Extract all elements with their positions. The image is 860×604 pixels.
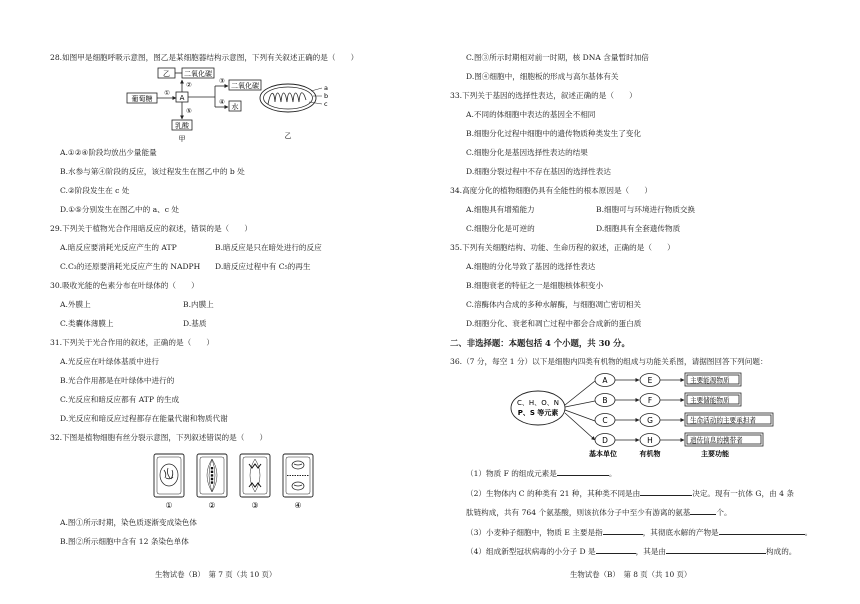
q31-stem: 31.下列关于光合作用的叙述，正确的是（ ） <box>50 338 214 347</box>
q35-option-d: D.细胞分化、衰老和凋亡过程中都会合成新的蛋白质 <box>466 319 642 328</box>
mitosis-label-2: ② <box>208 501 216 510</box>
answer-blank-3[interactable] <box>690 506 716 515</box>
q33-option-c: C.细胞分化是基因选择性表达的结果 <box>466 148 588 157</box>
q30-stem: 30.吸收光能的色素分布在叶绿体的（ ） <box>50 281 199 290</box>
fig-n4: ④ <box>219 98 225 106</box>
function-3: 生命活动的主要承担者 <box>690 416 756 425</box>
caption-basic-unit: 基本单位 <box>589 450 617 458</box>
organic-f: F <box>647 396 653 405</box>
unit-c: C <box>602 416 608 425</box>
right-page-footer: 生物试卷（B） 第 8 页（共 10 页） <box>570 570 692 579</box>
q29-stem: 29.下列关于植物光合作用暗反应的叙述，错误的是（ ） <box>50 224 252 233</box>
answer-blank-4[interactable] <box>603 526 643 535</box>
answer-blank-1[interactable] <box>557 467 609 476</box>
q28-option-d: D.①⑤分别发生在图乙中的 a、c 处 <box>60 205 179 214</box>
fig-a: A <box>179 94 185 102</box>
q35-stem: 35.下列有关细胞结构、功能、生命历程的叙述，正确的是（ ） <box>450 243 675 252</box>
organic-g: G <box>647 416 653 425</box>
q31-option-d: D.光反应和暗反应过程都存在能量代谢和物质代谢 <box>60 414 228 423</box>
fig-n1: ① <box>164 89 170 97</box>
q31-option-b: B.光合作用都是在叶绿体中进行的 <box>60 376 175 385</box>
function-2: 主要储能物质 <box>690 396 730 405</box>
q33-option-d: D.细胞分裂过程中不存在基因的选择性表达 <box>466 167 611 176</box>
q32-option-c: C.图③所示时期相对前一时期，核 DNA 含量暂时加倍 <box>466 53 649 62</box>
organic-molecules-diagram <box>510 370 800 460</box>
organic-e: E <box>647 376 653 385</box>
function-4: 遗传信息的携带者 <box>690 436 743 445</box>
fig-water: 水 <box>231 103 239 111</box>
q36-part2-cont: 肽链构成，共有 764 个氨基酸，则该抗体分子中至少有游离的氨基 个。 <box>466 508 732 517</box>
fig-co2-top: 二氧化碳 <box>184 70 212 78</box>
q31-option-c: C.光反应和暗反应都有 ATP 的生成 <box>60 395 180 404</box>
fig-label-b: b <box>324 92 329 100</box>
q36-part3: （3）小麦种子细胞中，物质 E 主要是指 ，其彻底水解的产物是 。 <box>466 528 813 537</box>
unit-b: B <box>602 396 608 405</box>
q36-part1: （1）物质 F 的组成元素是 。 <box>466 469 617 478</box>
answer-blank-5[interactable] <box>719 526 805 535</box>
fig-label-a: a <box>324 84 328 92</box>
q35-option-a: A.细胞的分化导致了基因的选择性表达 <box>466 262 596 271</box>
cell-3 <box>240 454 270 497</box>
q29-option-d: D.暗反应过程中有 C₅的再生 <box>215 262 311 271</box>
q30-option-d: D.基质 <box>183 319 207 328</box>
fig-glucose: 葡萄糖 <box>131 95 153 103</box>
fig-label-c: c <box>324 100 328 108</box>
q36-part2: （2）生物体内 C 的种类有 21 种，其种类不同是由 决定。现有一抗体 G，由 4 条 <box>466 489 794 498</box>
answer-blank-2[interactable] <box>640 487 692 496</box>
q33-option-a: A.不同的体细胞中表达的基因全不相同 <box>466 110 596 119</box>
q34-option-c: C.细胞分化是可逆的 <box>466 224 535 233</box>
cell-1 <box>154 454 184 497</box>
q32-option-b: B.图②所示细胞中含有 12 条染色单体 <box>60 537 189 546</box>
fig-lactic: 乳酸 <box>175 122 189 130</box>
caption-function: 主要功能 <box>701 450 729 458</box>
mitosis-label-1: ① <box>165 501 173 510</box>
mitosis-figure <box>150 452 320 512</box>
fig-n3: ③ <box>219 77 225 85</box>
fig-yi-box: 乙 <box>163 70 170 78</box>
q34-option-b: B.细胞可与环境进行物质交换 <box>596 205 696 214</box>
fig-jia: 甲 <box>178 135 186 143</box>
q32-option-a: A.图①所示时期，染色质逐渐变成染色体 <box>60 518 197 527</box>
q34-option-d: D.细胞具有全套遗传物质 <box>596 224 681 233</box>
fig-yi-caption: 乙 <box>284 132 292 140</box>
q33-stem: 33.下列关于基因的选择性表达，叙述正确的是（ ） <box>450 91 637 100</box>
q30-option-c: C.类囊体薄膜上 <box>60 319 114 328</box>
q28-option-b: B.水参与第④阶段的反应，该过程发生在图乙中的 b 处 <box>60 167 245 176</box>
organic-h: H <box>647 436 653 445</box>
answer-blank-6[interactable] <box>596 545 636 554</box>
mitosis-label-4: ④ <box>294 501 302 510</box>
mitosis-label-3: ③ <box>251 501 259 510</box>
left-page-footer: 生物试卷（B） 第 7 页（共 10 页） <box>155 570 277 579</box>
q29-option-c: C.C₃的还原要消耗光反应产生的 NADPH <box>60 262 201 271</box>
q36-stem: 36.（7 分，每空 1 分）以下是细胞内四类有机物的组成与功能关系图，请据图回答下列问题： <box>450 357 768 366</box>
q29-option-b: B.暗反应是只在暗处进行的反应 <box>215 243 322 252</box>
q28-option-a: A.①②④阶段均放出少量能量 <box>60 148 157 157</box>
q28-stem: 28.如图甲是细胞呼吸示意图，图乙是某细胞器结构示意图，下列有关叙述正确的是（ ） <box>50 53 359 62</box>
q30-option-b: B.内膜上 <box>183 300 214 309</box>
elements-ellipse <box>511 391 565 425</box>
unit-d: D <box>602 436 608 445</box>
section-2-title: 二、非选择题：本题包括 4 个小题，共 30 分。 <box>450 338 630 348</box>
fig-n5: ⑤ <box>186 107 192 115</box>
respiration-figure <box>125 64 335 144</box>
fig-n2: ② <box>186 81 192 89</box>
q36-part4: （4）组成新型冠状病毒的小分子 D 是 ，其是由 构成的。 <box>466 547 797 556</box>
answer-blank-7[interactable] <box>666 545 766 554</box>
q35-option-b: B.细胞衰老的特征之一是细胞核体积变小 <box>466 281 604 290</box>
elements-text-2: P、S 等元素 <box>517 409 559 417</box>
q32-stem: 32.下图是植物细胞有丝分裂示意图，下列叙述错误的是（ ） <box>50 433 268 442</box>
q29-option-a: A.暗反应要消耗光反应产生的 ATP <box>60 243 177 252</box>
unit-a: A <box>602 376 608 385</box>
q32-option-d: D.图④细胞中，细胞板的形成与高尔基体有关 <box>466 72 619 81</box>
q34-option-a: A.细胞具有增殖能力 <box>466 205 535 214</box>
q34-stem: 34.高度分化的植物细胞仍具有全能性的根本原因是（ ） <box>450 186 652 195</box>
function-1: 主要能源物质 <box>690 376 730 385</box>
caption-organic: 有机物 <box>639 450 661 458</box>
elements-text-1: C、H、O、N <box>517 399 559 407</box>
fig-co2-right: 二氧化碳 <box>231 82 259 90</box>
q33-option-b: B.细胞分化过程中细胞中的遗传物质种类发生了变化 <box>466 129 642 138</box>
q30-option-a: A.外膜上 <box>60 300 91 309</box>
q35-option-c: C.溶酶体内合成的多种水解酶，与细胞凋亡密切相关 <box>466 300 642 309</box>
q28-option-c: C.②阶段发生在 c 处 <box>60 186 130 195</box>
q31-option-a: A.光反应在叶绿体基质中进行 <box>60 357 160 366</box>
